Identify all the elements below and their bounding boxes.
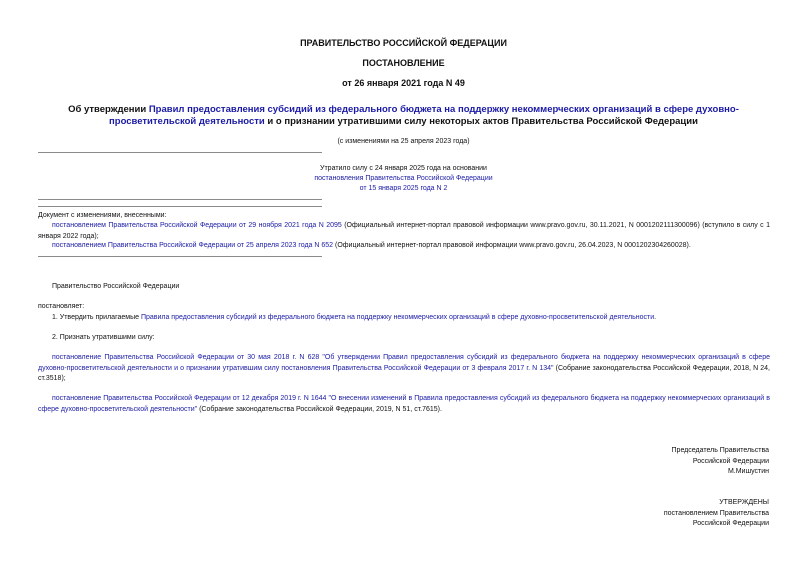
title-prefix: Об утверждении — [68, 104, 149, 115]
change-item-1 — [38, 221, 770, 242]
p3-text: (Собрание законодательства Российской Федерации, 2018, N 24, ст.3518); — [38, 364, 771, 382]
paragraph-2: 2. Признать утратившими силу: — [52, 334, 155, 341]
change-2-link[interactable]: постановлением Правительства Российской Федерации от 25 апреля 2023 года N 652 — [52, 242, 334, 249]
change-2-text: (Официальный интернет-портал правовой информации www.pravo.gov.ru, 26.04.2023, N 0001202304260028). — [333, 242, 691, 249]
signature-org: Российской Федерации — [692, 457, 769, 465]
decrees-text: постановляет: — [38, 303, 85, 310]
separator-rule — [38, 152, 322, 153]
repeal-decree-date-link[interactable]: от 15 января 2025 года N 2 — [359, 185, 448, 192]
p1-prefix: 1. Утвердить прилагаемые — [52, 314, 141, 321]
approved-by: постановлением Правительства — [663, 509, 769, 517]
paragraph-3 — [38, 353, 770, 385]
decree-1644-link[interactable]: постановление Правительства Российской Федерации от 12 декабря 2019 г. N 1644 "О внесении изменений в Правила предоставления субсидий из федерального бюджета на поддержку некоммерческих организаций в сфере духовно-просветительской деятельности" — [38, 395, 770, 413]
p1-suffix: . — [654, 314, 657, 321]
repeal-link-line1-wrap — [0, 174, 807, 184]
decree-628-link[interactable]: постановление Правительства Российской Федерации от 30 мая 2018 г. N 628 "Об утверждении Правил предоставления субсидий из федерального бюджета на поддержку некоммерческих организаций в сфере духовно-просветительской деятельности и о признании утратившим силу постановления Правительства Российской Федерации от 3 февраля 2017 г. N 134" — [38, 354, 770, 372]
separator-rule — [38, 199, 322, 200]
changes-intro: Документ с изменениями, внесенными: — [38, 212, 167, 219]
paragraph-1 — [38, 313, 770, 324]
signature-title: Председатель Правительства — [671, 447, 769, 454]
p4-text: (Собрание законодательства Российской Федерации, 2019, N 51, ст.7615). — [197, 405, 442, 413]
approved-heading: УТВЕРЖДЕНЫ — [719, 499, 769, 506]
change-1-link[interactable]: постановлением Правительства Российской Федерации от 29 ноября 2021 года N 2095 — [52, 222, 342, 229]
title-suffix: и о признании утратившими силу некоторых актов Правительства Российской Федерации — [264, 116, 698, 127]
government-heading: ПРАВИТЕЛЬСТВО РОССИЙСКОЙ ФЕДЕРАЦИИ — [300, 38, 507, 48]
signature-block — [672, 446, 769, 478]
date-number-heading: от 26 января 2021 года N 49 — [342, 78, 465, 88]
signature-name: М.Мишустин — [727, 468, 769, 475]
government-rf-text: Правительство Российской Федерации — [52, 283, 180, 290]
paragraph-4 — [38, 394, 770, 415]
rules-title-link[interactable]: Правил предоставления субсидий из федерального бюджета на поддержку некоммерческих организаций в сфере духовно-просветительской деятельности — [109, 104, 739, 127]
amendment-note: (с изменениями на 25 апреля 2023 года) — [337, 138, 470, 145]
change-1-text: (Официальный интернет-портал правовой информации www.pravo.gov.ru, 30.11.2021, N 0001202111300096) (вступило в силу с 1 января 2022 года); — [38, 222, 770, 240]
repeal-decree-link[interactable]: постановления Правительства Российской Федерации — [314, 175, 493, 182]
repeal-note: Утратило силу с 24 января 2025 года на основании — [320, 165, 487, 172]
approved-rules-link[interactable]: Правила предоставления субсидий из федерального бюджета на поддержку некоммерческих организаций в сфере духовно-просветительской деятельности — [140, 314, 655, 321]
change-item-2 — [38, 241, 770, 252]
doc-type-heading: ПОСТАНОВЛЕНИЕ — [362, 58, 445, 68]
separator-rule — [38, 206, 322, 207]
repeal-link-line2-wrap — [0, 184, 807, 194]
separator-rule — [38, 256, 322, 257]
approved-block — [664, 498, 769, 530]
document-title — [30, 104, 777, 128]
approved-org: Российской Федерации — [692, 520, 769, 527]
